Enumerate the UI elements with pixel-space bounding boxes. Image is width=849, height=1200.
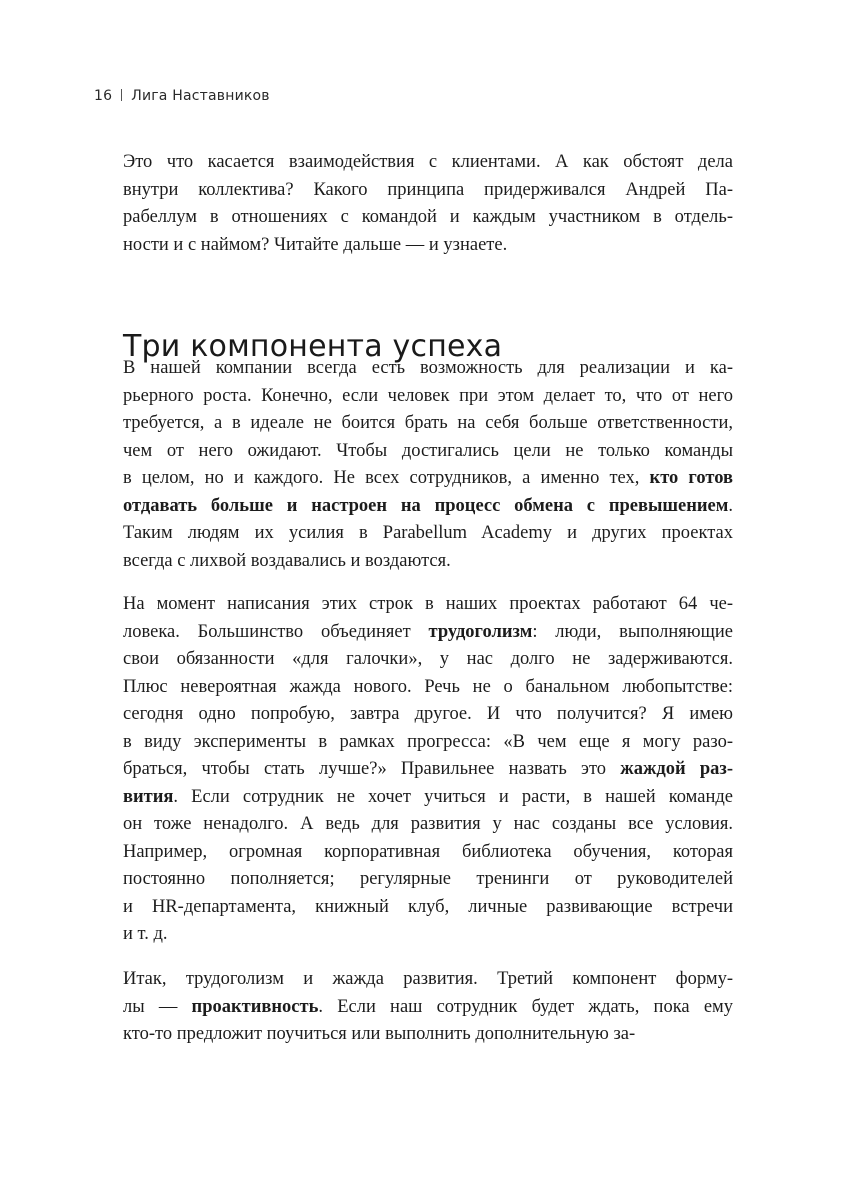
text-line [123,839,733,867]
bold-emphasis: вития [123,786,174,807]
header-separator [121,89,122,101]
text-line [123,410,733,438]
paragraph-intro [123,149,733,259]
text-run: Плюс невероятная жажда нового. Речь не о банальном любопытстве: [123,676,733,697]
text-line [123,465,733,493]
text-run: . [728,495,733,516]
text-line [123,548,733,576]
text-run: браться, чтобы стать лучше?» Правильнее назвать это [123,759,621,779]
text-run: всегда с лихвой воздавались и воздаются. [123,550,451,571]
text-run: . Если сотрудник не хочет учиться и расти, в нашей команде [173,786,733,807]
text-line [123,921,733,949]
text-line [123,520,733,548]
bold-emphasis: отдавать больше и настроен на процесс обмена с превышением [123,495,729,516]
text-line [123,894,733,922]
text-run: . Если наш сотрудник будет ждать, пока ему [318,996,733,1017]
text-line [123,149,733,177]
text-line [123,811,733,839]
text-line [123,619,733,647]
text-run: свои обязанности «для галочки», у нас долго не задерживаются. [123,649,733,669]
text-line [123,177,733,205]
text-line [123,994,733,1022]
text-run: и HR-департамента, книжный клуб, личные развивающие встречи [123,896,733,917]
text-run: кто-то предложит поучиться или выполнить дополнительную за- [123,1024,636,1044]
text-run: Например, огромная корпоративная библиотека обучения, которая [123,841,733,862]
text-run: Таким людям их усилия в Parabellum Academy и других проектах [123,523,733,543]
bold-emphasis: жаждой раз- [620,759,733,779]
text-run: ловека. Большинство объединяет [123,621,429,642]
paragraph-proactivity [123,966,733,1049]
text-run: лы — [123,996,192,1017]
page-number: 16 [94,88,113,104]
book-title: Лига Наставников [131,88,270,104]
text-line [123,1021,733,1049]
text-line [123,438,733,466]
text-line [123,493,733,521]
text-line [123,784,733,812]
text-run: требуется, а в идеале не боится брать на себя больше ответственности, [123,413,733,433]
text-line [123,701,733,729]
text-line [123,204,733,232]
text-run: На момент написания этих строк в наших проектах работают 64 че- [123,594,733,614]
paragraph-growth [123,355,733,575]
text-run: Итак, трудоголизм и жажда развития. Третий компонент форму- [123,969,733,989]
text-run: : люди, выполняющие [532,621,733,642]
text-run: В нашей компании всегда есть возможность для реализации и ка- [123,358,733,378]
text-line [123,729,733,757]
text-line [123,355,733,383]
text-line [123,383,733,411]
text-run: постоянно пополняется; регулярные тренинги от руководителей [123,869,733,889]
text-line [123,232,733,260]
running-head [94,88,270,104]
text-run: в виду эксперименты в рамках прогресса: «В чем еще я могу разо- [123,731,733,752]
text-run: он тоже ненадолго. А ведь для развития у нас созданы все условия. [123,814,733,834]
text-run: чем от него ожидают. Чтобы достигались цели не только команды [123,440,733,461]
text-line [123,674,733,702]
text-run: ности и с наймом? Читайте дальше — и узнаете. [123,234,508,255]
text-run: сегодня одно попробую, завтра другое. И что получится? Я имею [123,704,733,724]
text-run: внутри коллектива? Какого принципа придерживался Андрей Па- [123,179,733,200]
text-run: и т. д. [123,924,168,944]
bold-emphasis: трудоголизм [428,621,533,642]
paragraph-workaholism [123,591,733,949]
text-line [123,591,733,619]
text-line [123,756,733,784]
section-heading: Три компонента успеха [123,328,503,364]
text-run: Это что касается взаимодействия с клиентами. А как обстоят дела [123,152,733,172]
text-line [123,646,733,674]
text-line [123,866,733,894]
bold-emphasis: кто готов [649,468,734,488]
text-run: рьерного роста. Конечно, если человек при этом делает то, что от него [123,385,733,406]
bold-emphasis: проактивность [191,996,319,1017]
text-line [123,966,733,994]
text-run: рабеллум в отношениях с командой и каждым участником в отдель- [123,207,733,227]
text-run: в целом, но и каждого. Не всех сотрудников, а именно тех, [123,468,650,488]
